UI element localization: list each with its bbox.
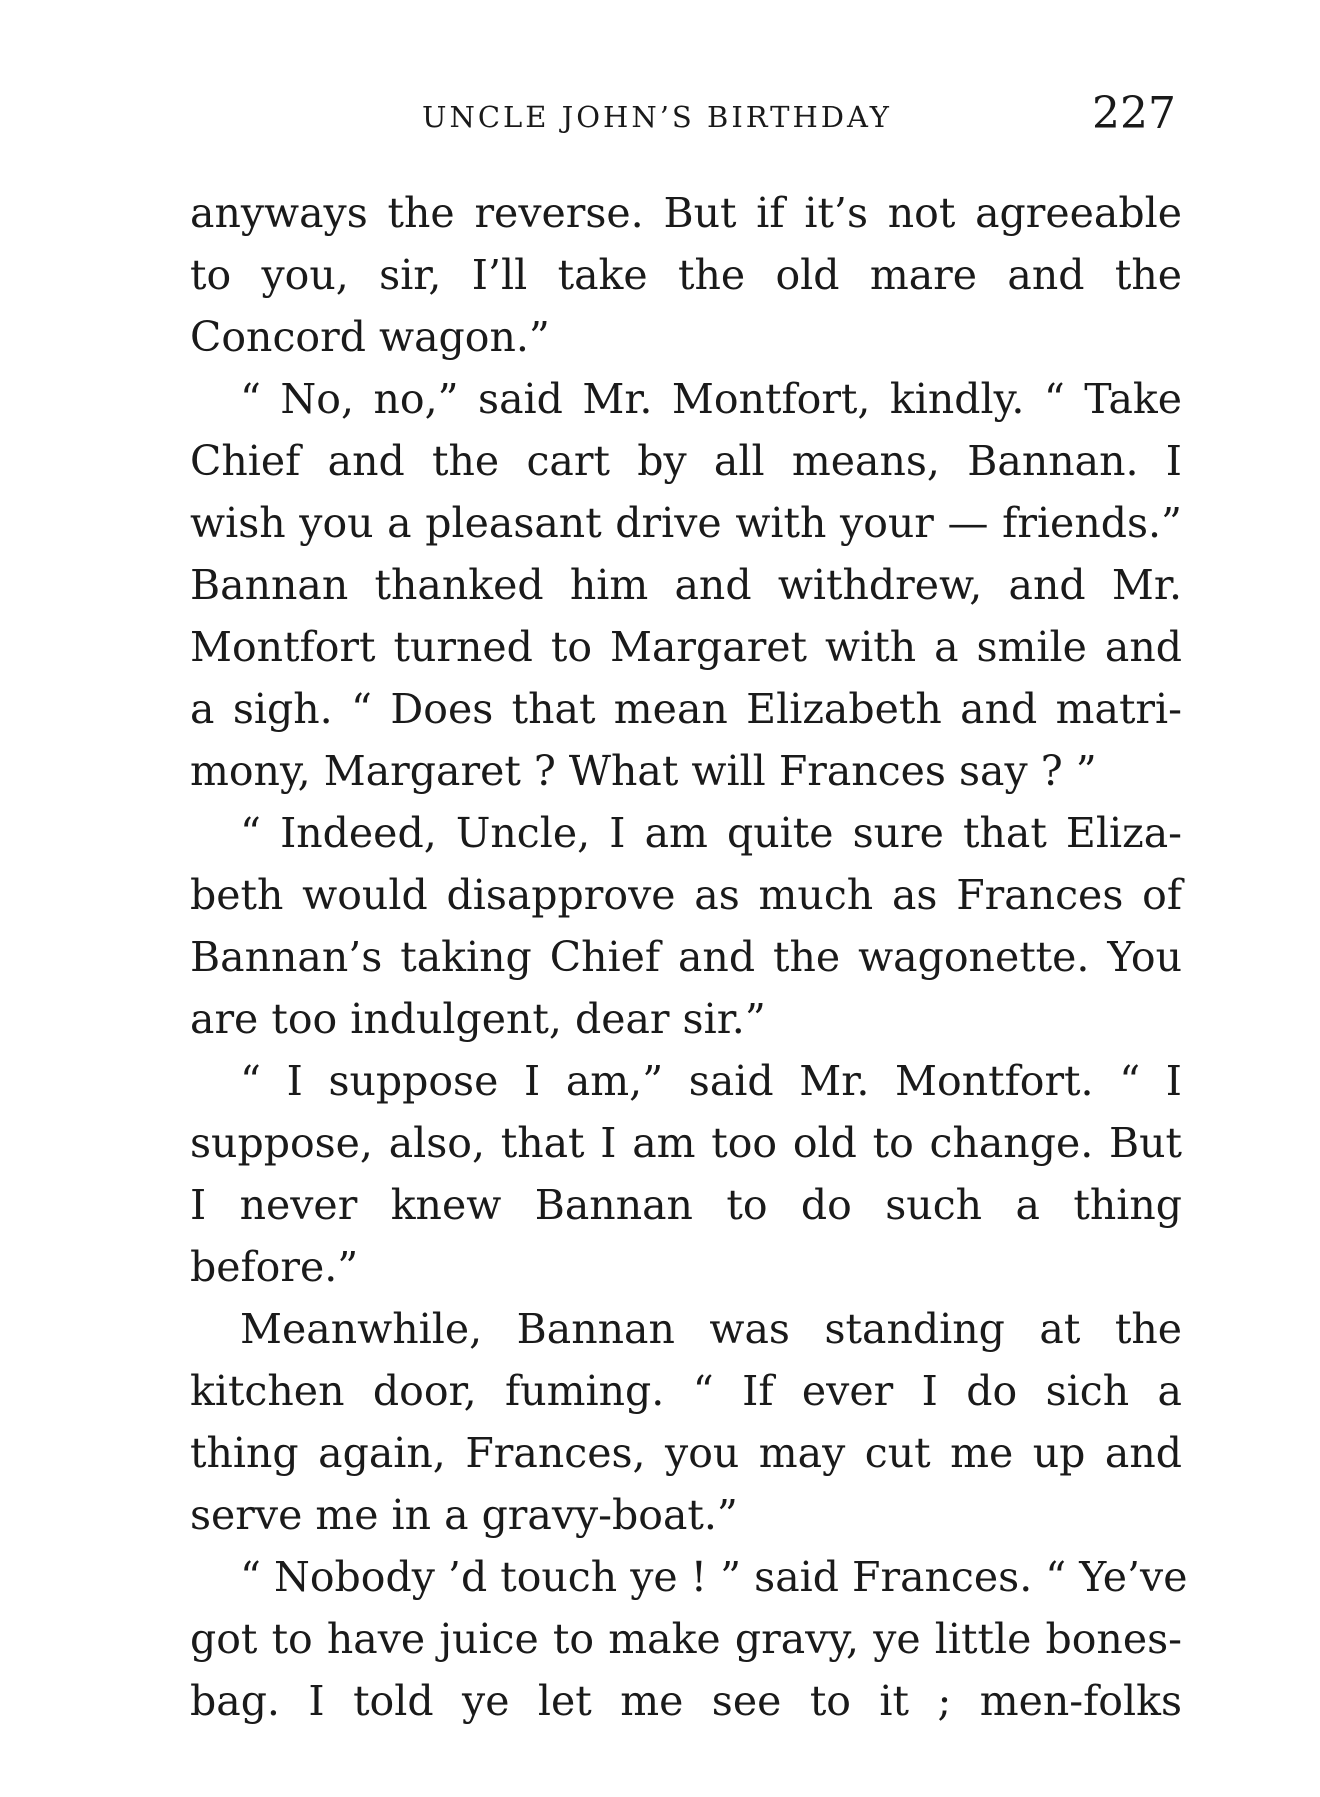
running-head	[190, 88, 1180, 148]
text-line: I never knew Bannan to do such a thing	[190, 1181, 1182, 1229]
body-text	[190, 182, 1188, 1732]
page-number: 227	[1092, 88, 1176, 139]
text-line: Concord wagon.”	[190, 313, 550, 361]
text-line: Bannan thanked him and withdrew, and Mr.	[190, 561, 1182, 609]
text-line: to you, sir, I’ll take the old mare and the	[190, 251, 1182, 299]
text-line: mony, Margaret ? What will Frances say ? ”	[190, 747, 1097, 795]
text-line: kitchen door, fuming. “ If ever I do sich a	[190, 1367, 1182, 1415]
text-line: bag. I told ye let me see to it ; men-folks	[190, 1677, 1182, 1725]
text-line: serve me in a gravy-boat.”	[190, 1491, 738, 1539]
text-line: “ Nobody ’d touch ye ! ” said Frances. “ Ye’ve	[240, 1553, 1188, 1601]
text-line: Meanwhile, Bannan was standing at the	[240, 1305, 1182, 1353]
text-line: “ Indeed, Uncle, I am quite sure that Eliza-	[240, 809, 1182, 857]
running-title: UNCLE JOHN’S BIRTHDAY	[422, 100, 892, 134]
text-line: wish you a pleasant drive with your — friends.”	[190, 499, 1182, 547]
text-line: Bannan’s taking Chief and the wagonette. You	[190, 933, 1182, 981]
text-line: before.”	[190, 1243, 359, 1291]
text-line: suppose, also, that I am too old to change. But	[190, 1119, 1182, 1167]
text-line: “ No, no,” said Mr. Montfort, kindly. “ Take	[240, 375, 1182, 423]
text-line: Montfort turned to Margaret with a smile and	[190, 623, 1182, 671]
text-line: beth would disapprove as much as Frances of	[190, 871, 1182, 919]
text-line: thing again, Frances, you may cut me up and	[190, 1429, 1182, 1477]
text-line: got to have juice to make gravy, ye little bones-	[190, 1615, 1182, 1663]
text-line: anyways the reverse. But if it’s not agreeable	[190, 189, 1182, 237]
text-line: are too indulgent, dear sir.”	[190, 995, 766, 1043]
text-line: “ I suppose I am,” said Mr. Montfort. “ I	[240, 1057, 1182, 1105]
text-line: Chief and the cart by all means, Bannan. I	[190, 437, 1182, 485]
text-line: a sigh. “ Does that mean Elizabeth and matri-	[190, 685, 1182, 733]
